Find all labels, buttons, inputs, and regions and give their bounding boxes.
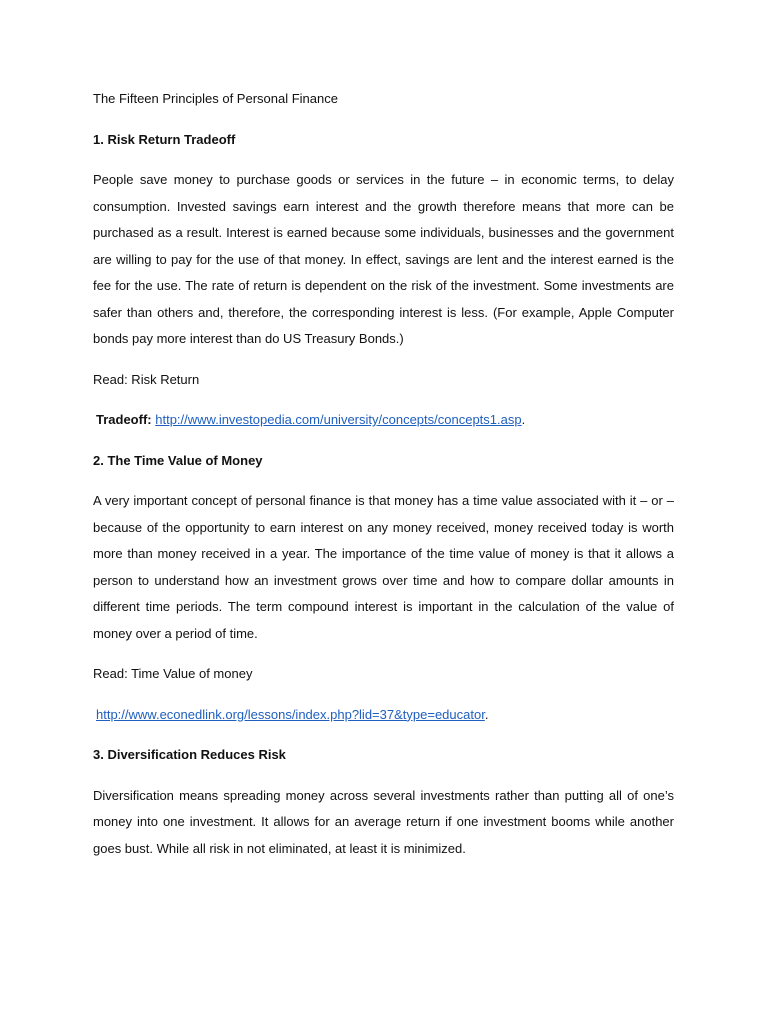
document-page [93, 86, 674, 876]
section-paragraph-diversification: Diversification means spreading money across several investments rather than putting all of one’s money into one investment. It allows for an average return if one investment booms while another goes bust. While all risk in not eliminated, at least it is minimized. [93, 787, 674, 856]
section-heading-diversification: 3. Diversification Reduces Risk [93, 747, 286, 762]
link-prefix-tradeoff: Tradeoff: [96, 412, 156, 427]
link-suffix-period: . [484, 706, 489, 722]
investopedia-link[interactable]: http://www.investopedia.com/university/concepts/concepts1.asp [155, 412, 522, 427]
read-label-risk-return: Read: Risk Return [93, 371, 200, 387]
read-label-time-value: Read: Time Value of money [93, 666, 253, 681]
econedlink-link[interactable]: http://www.econedlink.org/lessons/index.php?lid=37&type=educator [96, 706, 485, 722]
section-heading-risk-return: 1. Risk Return Tradeoff [93, 131, 236, 147]
section-heading-time-value: 2. The Time Value of Money [93, 452, 263, 468]
link-suffix-period: . [521, 412, 526, 427]
link-line-risk-return [93, 407, 674, 434]
link-line-time-value [93, 702, 674, 729]
section-paragraph-risk-return: People save money to purchase goods or services in the future – in economic terms, to delay consumption. Invested savings earn interest and the growth therefore means that more can be purchased as a result. Interest is earned because some individuals, businesses and the government are willing to pay for the use of that money. In effect, savings are lent and the interest earned is the fee for the use. The rate of return is dependent on the risk of the investment. Some investments are safer than others and, therefore, the corresponding interest is less. (For example, Apple Computer bonds pay more interest than do US Treasury Bonds.) [93, 172, 674, 346]
document-title: The Fifteen Principles of Personal Finance [93, 91, 338, 106]
section-paragraph-time-value: A very important concept of personal finance is that money has a time value associated with it – or – because of the opportunity to earn interest on any money received, money received today is worth more than money received in a year. The importance of the time value of money is that it allows a person to understand how an investment grows over time and how to compare dollar amounts in different time periods. The term compound interest is important in the calculation of the value of money over a period of time. [93, 493, 674, 641]
